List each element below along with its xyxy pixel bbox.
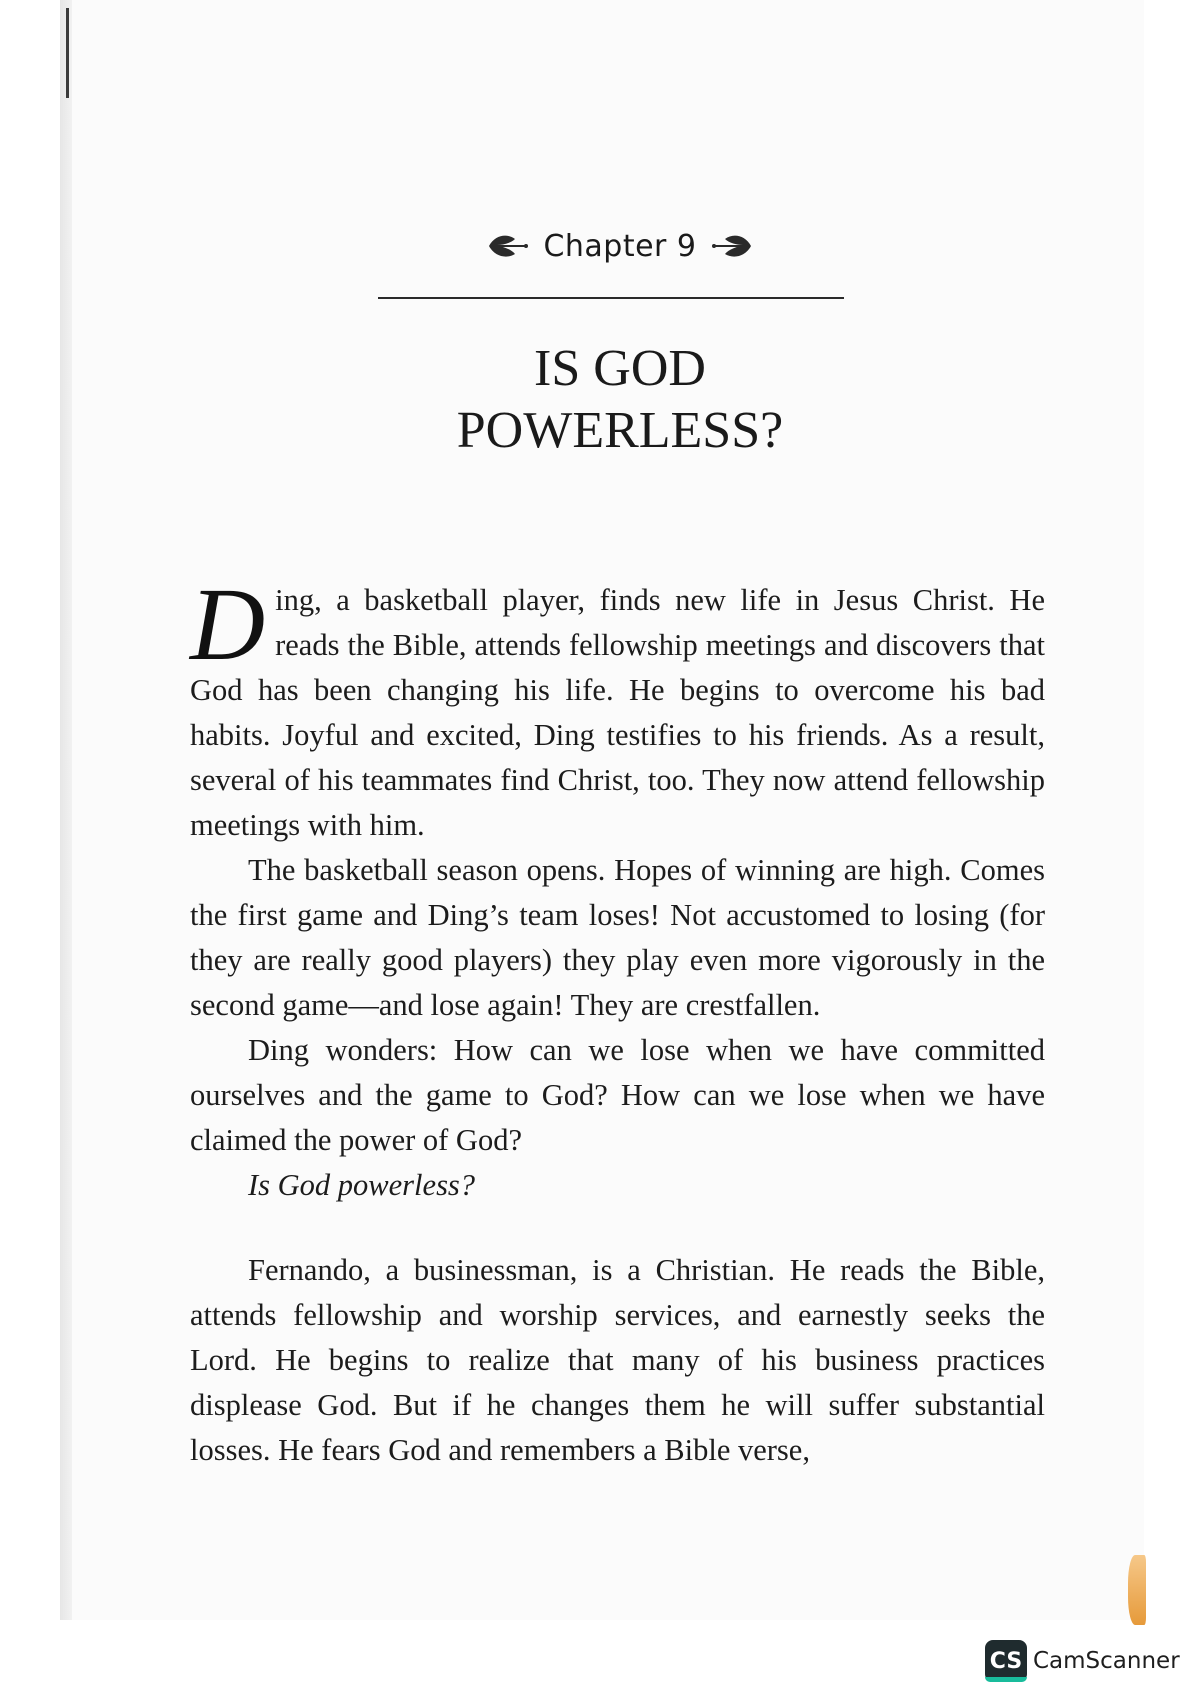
paragraph-5: Fernando, a businessman, is a Christian. He reads the Bible, attends fellowship and worship services, and earnestly seeks the Lord. He begins to realize that many of his business practices displease God. But if he changes them he will suffer substantial losses. He fears God and remembers a Bible verse, xyxy=(190,1253,1045,1467)
paragraph-3: Ding wonders: How can we lose when we have committed ourselves and the game to God? How can we lose when we have claimed the power of God? xyxy=(190,1033,1045,1157)
chapter-label: Chapter 9 xyxy=(543,228,697,264)
paragraph-4-question: Is God powerless? xyxy=(248,1168,476,1202)
laurel-leaf-icon xyxy=(711,231,755,261)
camscanner-name: CamScanner xyxy=(1033,1648,1180,1674)
drop-cap: D xyxy=(190,567,266,682)
chapter-header xyxy=(470,222,770,270)
title-line-2: POWERLESS? xyxy=(456,402,784,459)
laurel-leaf-icon xyxy=(485,231,529,261)
chapter-title xyxy=(340,338,900,462)
camscanner-logo-icon: CS xyxy=(985,1640,1027,1682)
chapter-body xyxy=(190,567,1045,1473)
paragraph-1-text: ing, a basketball player, finds new life in Jesus Christ. He reads the Bible, attends fellowship meetings and discovers that God has been changing his life. He begins to overcome his bad habits. Joyful and excited, Ding testifies to his friends. As a result, several of his teammates find Christ, too. They now attend fellowship meetings with him. xyxy=(190,583,1045,842)
page-edge-mark xyxy=(66,8,69,98)
section-break xyxy=(190,1208,1045,1248)
paragraph-2: The basketball season opens. Hopes of winning are high. Comes the first game and Ding’s team loses! Not accustomed to losing (for they are really good players) they play even more vigorously in the second game—and lose again! They are crestfallen. xyxy=(190,853,1045,1022)
camscanner-watermark xyxy=(985,1640,1180,1682)
header-divider xyxy=(378,297,844,299)
corner-ornament xyxy=(1128,1555,1146,1625)
paragraph-1 xyxy=(190,567,1045,848)
title-line-1: IS GOD xyxy=(534,340,706,397)
